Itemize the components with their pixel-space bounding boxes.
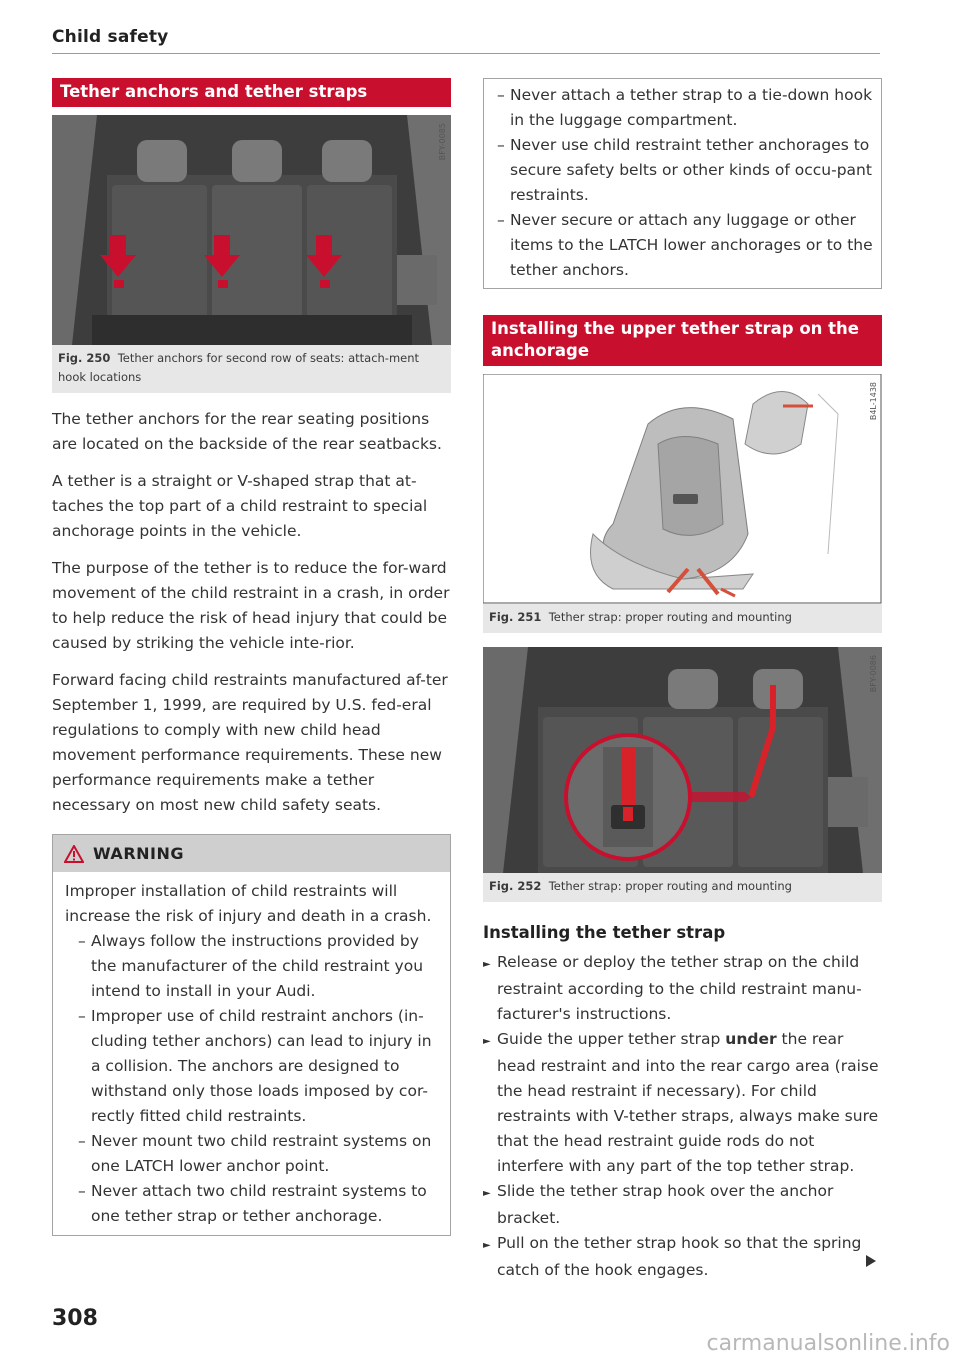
figure-label: Fig. 250	[58, 351, 111, 365]
warning-item: – Always follow the instructions provided by the manufacturer of the child restraint you intend to install in your Audi.	[78, 932, 424, 1000]
section-heading-tether-anchors: Tether anchors and tether straps	[52, 78, 451, 107]
sub-heading-installing-tether: Installing the tether strap	[483, 923, 726, 942]
warning-continued-box	[483, 78, 882, 289]
warning-header	[53, 835, 450, 872]
warning-item: – Never attach two child restraint systems to one tether strap or tether anchorage.	[78, 1182, 427, 1225]
caption-text: Tether anchors for second row of seats: attach-ment hook locations	[58, 351, 420, 384]
cargo-area-seatbacks-illustration	[52, 115, 451, 345]
watermark: carmanualsonline.info	[706, 1331, 950, 1356]
figure-250	[52, 115, 451, 393]
right-column	[483, 78, 882, 1283]
warning-item: – Never mount two child restraint systems on one LATCH lower anchor point.	[78, 1132, 432, 1175]
warning-box	[52, 834, 451, 1236]
warning-title: WARNING	[93, 844, 184, 863]
step-item: ► Release or deploy the tether strap on the child restraint according to the child restraint manu-facturer's instructions.	[483, 953, 862, 1023]
continue-arrow-icon	[866, 1255, 876, 1267]
step-arrow-icon: ►	[483, 959, 491, 970]
caption-text: Tether strap: proper routing and mounting	[548, 610, 792, 624]
fig-251-image	[483, 374, 882, 604]
step-arrow-icon: ►	[483, 1240, 491, 1251]
step-item: ► Slide the tether strap hook over the anchor bracket.	[483, 1182, 834, 1227]
fig-252-image	[483, 647, 882, 873]
section-heading-upper-tether: Installing the upper tether strap on the anchorage	[483, 315, 882, 366]
paragraph: Forward facing child restraints manufactured af-ter September 1, 1999, are required by U.S. fed-eral regulations to comply with new child head movement performance requirements. These new performance requirements make a tether necessary on most new child safety seats.	[52, 671, 448, 814]
warning-body	[53, 872, 450, 1235]
page-number: 308	[52, 1306, 98, 1331]
figure-label: Fig. 252	[489, 879, 542, 893]
figure-id: BFY-0085	[438, 123, 447, 161]
warning-intro: Improper installation of child restraints will increase the risk of injury and death in a crash.	[65, 882, 432, 925]
left-column	[52, 78, 451, 1236]
paragraph: The tether anchors for the rear seating positions are located on the backside of the rear seatbacks.	[52, 410, 442, 453]
warning-triangle-icon	[64, 845, 84, 863]
fig-250-caption	[52, 345, 451, 387]
paragraph: The purpose of the tether is to reduce the for-ward movement of the child restraint in a crash, in order to help reduce the risk of head injury that could be caused by striking the vehicle inte-rior.	[52, 559, 450, 652]
step-arrow-icon: ►	[483, 1036, 491, 1047]
tether-routing-illustration	[483, 647, 882, 873]
caption-text: Tether strap: proper routing and mounting	[548, 879, 792, 893]
child-seat-tether-illustration	[483, 374, 882, 604]
steps-list	[483, 950, 882, 1283]
figure-id: BFY-0086	[869, 655, 878, 693]
fig-251-caption	[483, 604, 882, 627]
figure-label: Fig. 251	[489, 610, 542, 624]
step-item: ► Guide the upper tether strap under the rear head restraint and into the rear cargo area (raise the head restraint if necessary). For child restraints with V-tether straps, always make sure that the head restraint guide rods do not interfere with any part of the top tether strap.	[483, 1030, 879, 1175]
figure-id: B4L-1438	[869, 382, 878, 421]
paragraph: A tether is a straight or V-shaped strap that at-taches the top part of a child restraint to special anchorage points in the vehicle.	[52, 472, 428, 540]
fig-250-image	[52, 115, 451, 345]
step-item: ► Pull on the tether strap hook so that the spring catch of the hook engages.	[483, 1234, 862, 1279]
header-divider	[52, 53, 880, 54]
step-arrow-icon: ►	[483, 1188, 491, 1199]
warning-item: – Never use child restraint tether anchorages to secure safety belts or other kinds of occu-pant restraints.	[497, 136, 872, 204]
page-section-title: Child safety	[52, 27, 169, 47]
warning-item: – Improper use of child restraint anchors (in-cluding tether anchors) can lead to injury in a collision. The anchors are designed to withstand only those loads imposed by cor-rectly fitted child restraints.	[78, 1007, 432, 1125]
warning-item: – Never attach a tether strap to a tie-down hook in the luggage compartment.	[497, 86, 873, 129]
figure-252	[483, 647, 882, 902]
figure-251	[483, 374, 882, 633]
fig-252-caption	[483, 873, 882, 896]
warning-item: – Never secure or attach any luggage or other items to the LATCH lower anchorages or to the tether anchors.	[497, 211, 873, 279]
